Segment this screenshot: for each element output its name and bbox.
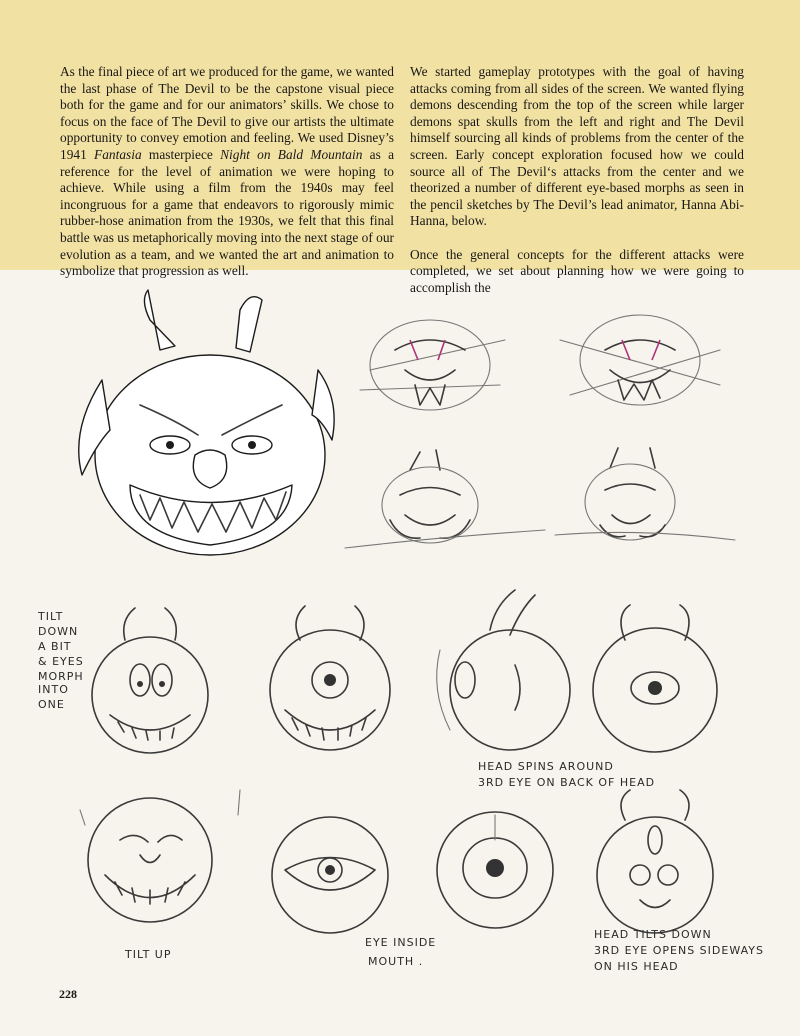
note-head-spins	[478, 760, 655, 789]
sketch-bottom-3	[437, 812, 553, 928]
note-tilt-up: TILT UP	[125, 948, 172, 961]
sketch-top-3	[345, 450, 545, 548]
svg-text:DOWN: DOWN	[38, 625, 79, 638]
svg-text:ONE: ONE	[38, 698, 65, 711]
svg-text:TILT: TILT	[38, 610, 64, 623]
sketch-mid-3	[437, 590, 570, 750]
note-tilt-down	[37, 610, 84, 711]
svg-text:3RD EYE ON BACK OF HEAD: 3RD EYE ON BACK OF HEAD	[478, 776, 656, 789]
note-eye-mouth	[365, 936, 436, 968]
sketch-top-4	[555, 448, 735, 540]
paragraph: Once the general concepts for the different attacks were completed, we set about planning how we were going to accomplish the	[410, 246, 744, 295]
sketch-top-2	[560, 315, 720, 405]
devil-head-inked	[79, 290, 334, 555]
paragraph: As the final piece of art we produced for the game, we wanted the last phase of The Devil to be the capstone visual piece both for the game and for our animators’ skills. We chose to focus on the face of The Devil to give our artists the ultimate opportunity to convey emotion and feeling. We used Disney’s 1941 Fantasia masterpiece Night on Bald Mountain as a reference for the level of animation we were hoping to achieve. While using a film from the 1940s may feel incongruous for a game that endeavors to rigorously mimic rubber-hose animation from the 1930s, we felt that this final battle was us metaphorically moving into the next stage of our evolution as a team, and we wanted the art and animation to symbolize that progression as well.	[60, 64, 395, 279]
sketch-bottom-1	[80, 790, 240, 922]
sketch-top-1	[360, 320, 505, 410]
svg-text:3RD EYE OPENS SIDEWAYS: 3RD EYE OPENS SIDEWAYS	[594, 944, 764, 957]
sketch-mid-1	[92, 608, 208, 753]
svg-text:MOUTH .: MOUTH .	[368, 955, 424, 968]
svg-text:A BIT: A BIT	[38, 640, 72, 653]
concept-sketches	[0, 270, 800, 1000]
sketch-mid-4	[593, 605, 717, 752]
sketch-bottom-2	[272, 817, 388, 933]
sketch-mid-2	[270, 606, 390, 750]
svg-text:& EYES: & EYES	[38, 655, 84, 668]
svg-text:MORPH: MORPH	[38, 670, 84, 683]
note-head-tilts	[594, 928, 764, 973]
page-number: 228	[59, 987, 77, 1001]
svg-text:INTO: INTO	[38, 683, 69, 696]
svg-text:EYE INSIDE: EYE INSIDE	[365, 936, 437, 949]
svg-text:ON HIS HEAD: ON HIS HEAD	[594, 960, 679, 973]
svg-text:HEAD SPINS AROUND: HEAD SPINS AROUND	[478, 760, 614, 773]
svg-text:HEAD TILTS DOWN: HEAD TILTS DOWN	[594, 928, 712, 941]
body-text-left	[60, 64, 394, 296]
sketch-bottom-4	[597, 790, 713, 933]
paragraph: We started gameplay prototypes with the goal of having attacks coming from all sides of the screen. We wanted flying demons descending from the top of the screen while larger demons spat skulls from the left and right and The Devil himself sourcing all kinds of problems from the center of the screen. Early concept exploration focused how we could source all of The Devil‘s attacks from the center and we theorized a number of different eye-based morphs as seen in the pencil sketches by The Devil’s lead animator, Hanna Abi-Hanna, below.	[410, 64, 744, 229]
